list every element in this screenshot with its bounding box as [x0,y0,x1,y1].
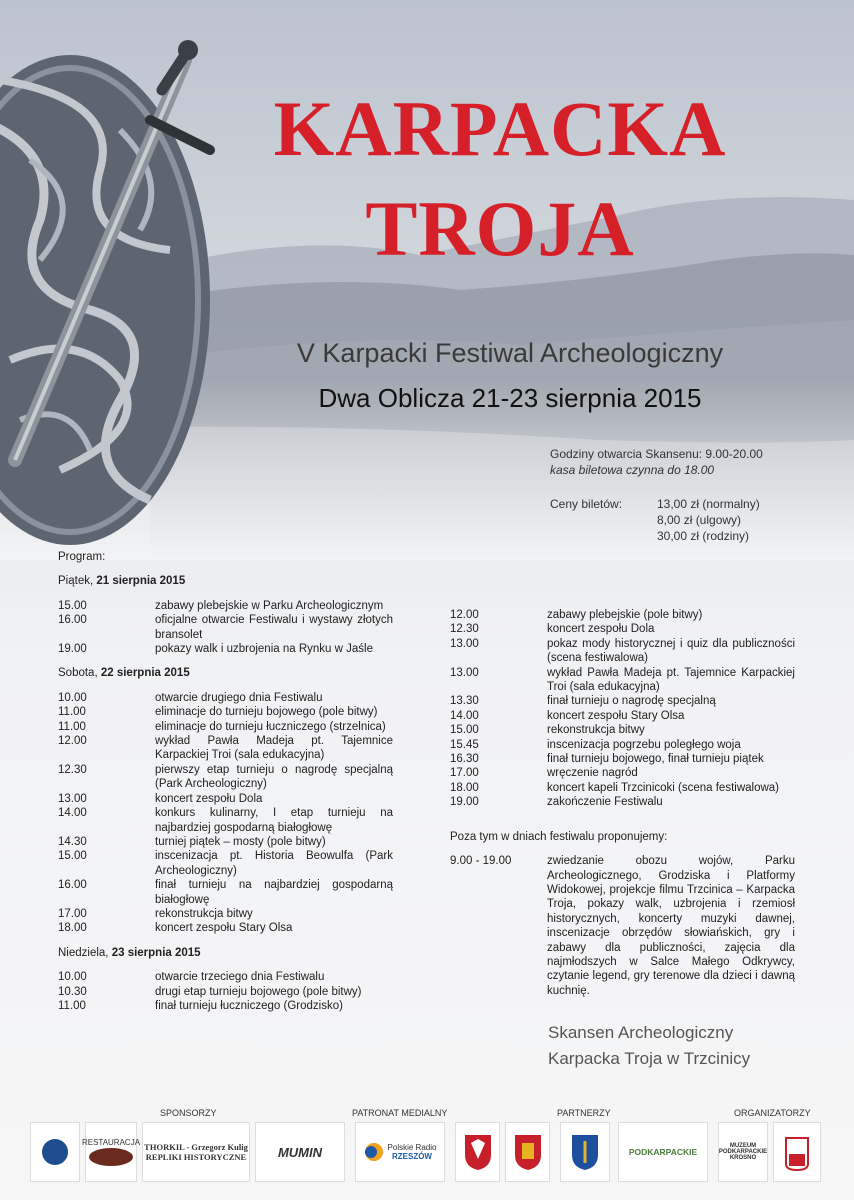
organizer-line1: Skansen Archeologiczny [548,1023,734,1042]
organizers-label: ORGANIZATORZY [734,1108,811,1118]
schedule-item [58,970,393,984]
schedule-item [58,734,393,763]
schedule-item [450,709,795,723]
thorkil-logo: THORKIL - Grzegorz Kulig REPLIKI HISTORYCZNE [142,1122,250,1182]
muzeum-podkarpackie-logo: MUZEUM PODKARPACKIE KROSNO [718,1122,768,1182]
event-time: 17.00 [450,767,479,780]
event-time: 15.00 [58,599,87,612]
event-description: finał turnieju łuczniczego (Grodzisko) [155,999,343,1012]
ticket-office-hours: kasa biletowa czynna do 18.00 [550,463,715,477]
schedule-item [58,921,393,935]
event-time: 14.00 [450,709,479,722]
friday-schedule [58,599,393,657]
festival-name: V Karpacki Festiwal Archeologiczny [296,338,724,368]
price-normal: 13,00 zł (normalny) [657,497,760,511]
schedule-item [58,599,393,613]
sunday-schedule [58,970,393,1013]
price-family: 30,00 zł (rodziny) [657,529,750,543]
event-description: finał turnieju bojowego, finał turnieju piątek [547,753,764,766]
ticket-prices [657,496,760,544]
mumin-logo: MUMIN [255,1122,345,1182]
schedule-item [450,795,795,809]
event-time: 18.00 [450,781,479,794]
event-time: 19.00 [58,643,87,656]
event-description: zabawy plebejskie (pole bitwy) [547,609,703,621]
coat-of-arms-2 [505,1122,550,1182]
schedule-item [58,907,393,921]
podkarpackie-logo: PODKARPACKIE [618,1122,708,1182]
event-time: 16.00 [58,614,87,627]
event-description: pokazy walk i uzbrojenia na Rynku w Jaśle [155,643,373,656]
page-title-line1: KARPACKA [273,85,727,172]
schedule-item [58,985,393,999]
restaurant-logo: RESTAURACJA [85,1122,137,1182]
event-time: 16.30 [450,753,479,766]
event-time: 14.30 [58,835,87,848]
program-label: Program: [58,551,106,563]
event-description: zabawy plebejskie w Parku Archeologicznym [155,599,384,612]
page-title-line2: TROJA [365,185,635,272]
event-time: 10.00 [58,971,87,984]
schedule-item [450,738,795,752]
schedule-item [450,608,795,622]
event-description: koncert zespołu Stary Olsa [155,922,293,935]
event-description: finał turnieju o nagrodę specjalną [547,695,716,708]
media-patron-label: PATRONAT MEDIALNY [352,1108,448,1118]
schedule-item [58,806,393,835]
schedule-item [58,613,393,642]
event-description: finał turnieju na najbardziej gospodarną białogłowę [155,879,393,906]
event-description: turniej piątek – mosty (pole bitwy) [155,835,326,848]
schedule-item [58,878,393,907]
organizer-line2: Karpacka Troja w Trzcinicy [548,1049,751,1068]
event-time: 11.00 [58,999,86,1012]
schedule-item [58,792,393,806]
schedule-item [58,720,393,734]
event-time: 12.00 [58,735,87,748]
extra-activities-description: zwiedzanie obozu wojów, Parku Archeologicznego, Grodziska i Platformy Widokowej, projekcje filmu Trzcinica – Karpacka Troja, pokazy walk, uzbrojenia i rzemiosł historycznych, koncerty muzyki dawnej, inscenizacje obrzędów słowiańskich, gry i zabawy dla publiczności, zajęcia dla najmłodszych w Salce Małego Odkrywcy, czytanie legend, gry terenowe dla dzieci i dawną kuchnię. [547,855,795,997]
coat-of-arms-3 [560,1122,610,1182]
schedule-item [450,666,795,695]
event-description: koncert zespołu Dola [155,792,263,805]
schedule-item [450,766,795,780]
event-description: konkurs kulinarny, I etap turnieju na najbardziej gospodarną białogłowę [155,807,393,834]
event-description: zakończenie Festiwalu [547,796,663,809]
event-time: 12.30 [450,623,479,636]
event-time: 16.00 [58,879,87,892]
event-time: 19.00 [450,796,479,809]
event-description: pokaz mody historycznej i quiz dla publiczności (scena festiwalowa) [547,637,795,665]
event-time: 15.45 [450,738,479,751]
schedule-item [58,835,393,849]
opening-hours [550,446,763,478]
event-time: 11.00 [58,720,86,733]
schedule-item [58,642,393,656]
event-time: 17.00 [58,907,87,920]
event-description: wykład Pawła Madeja pt. Tajemnice Karpackiej Troi (sala edukacyjna) [547,666,795,694]
program-left-column [58,550,393,1013]
festival-dates: Dwa Oblicza 21-23 sierpnia 2015 [318,383,702,413]
schedule-item [450,622,795,636]
event-description: pierwszy etap turnieju o nagrodę specjalną (Park Archeologiczny) [155,763,393,791]
schedule-item [450,637,795,666]
schedule-item [58,705,393,719]
event-time: 12.30 [58,763,87,776]
event-time: 10.30 [58,985,87,998]
event-time: 12.00 [450,609,479,621]
extra-activities-time: 9.00 - 19.00 [450,855,512,868]
event-time: 13.00 [58,792,87,805]
day-heading-saturday: Sobota, 22 sierpnia 2015 [58,667,190,680]
polskie-radio-logo: Polskie Radio RZESZÓW [355,1122,445,1182]
schedule-item [450,723,795,737]
event-description: koncert zespołu Stary Olsa [547,709,685,722]
schedule-item [58,849,393,878]
partners-label: PARTNERZY [557,1108,611,1118]
event-description: otwarcie trzeciego dnia Festiwalu [155,971,325,984]
day-heading-friday: Piątek, 21 sierpnia 2015 [58,575,186,588]
schedule-item [58,691,393,705]
event-time: 13.30 [450,695,479,708]
extra-activities [450,854,795,998]
coat-of-arms-1 [455,1122,500,1182]
event-time: 10.00 [58,691,87,704]
event-description: inscenizacja pt. Historia Beowulfa (Park Archeologiczny) [155,850,393,877]
event-time: 14.00 [58,807,87,820]
event-time: 13.00 [450,637,479,650]
event-description: rekonstrukcja bitwy [155,907,253,920]
event-description: otwarcie drugiego dnia Festiwalu [155,691,323,704]
event-description: koncert kapeli Trzcinicoki (scena festiwalowa) [547,781,780,794]
ticket-prices-label: Ceny biletów: [550,497,623,511]
event-description: rekonstrukcja bitwy [547,724,645,737]
opening-hours-line: Godziny otwarcia Skansenu: 9.00-20.00 [550,447,763,461]
schedule-continued [450,608,795,810]
program-right-column [450,608,795,998]
day-heading-sunday: Niedziela, 23 sierpnia 2015 [58,946,201,959]
event-description: drugi etap turnieju bojowego (pole bitwy) [155,985,362,998]
price-reduced: 8,00 zł (ulgowy) [657,513,742,527]
event-description: eliminacje do turnieju bojowego (pole bitwy) [155,706,378,719]
event-description: inscenizacja pogrzebu poległego woja [547,738,741,751]
schedule-item [58,999,393,1013]
sponsors-label: SPONSORZY [160,1108,217,1118]
schedule-item [58,763,393,792]
saturday-schedule [58,691,393,936]
sponsor-logo-1 [30,1122,80,1182]
organizer-logo-2 [773,1122,821,1182]
schedule-item [450,752,795,766]
event-time: 13.00 [450,666,479,679]
extra-activities-label: Poza tym w dniach festiwalu proponujemy: [450,830,668,843]
event-time: 15.00 [450,724,479,737]
organizer-name [548,1020,750,1072]
schedule-item [450,781,795,795]
event-time: 11.00 [58,706,86,719]
event-description: wręczenie nagród [547,767,638,780]
event-time: 18.00 [58,922,87,935]
schedule-item [450,694,795,708]
event-description: koncert zespołu Dola [547,623,655,636]
event-description: oficjalne otwarcie Festiwalu i wystawy złotych bransolet [155,614,393,641]
event-description: eliminacje do turnieju łuczniczego (strzelnica) [155,720,386,733]
event-time: 15.00 [58,850,87,863]
event-description: wykład Pawła Madeja pt. Tajemnice Karpackiej Troi (sala edukacyjna) [155,735,393,762]
